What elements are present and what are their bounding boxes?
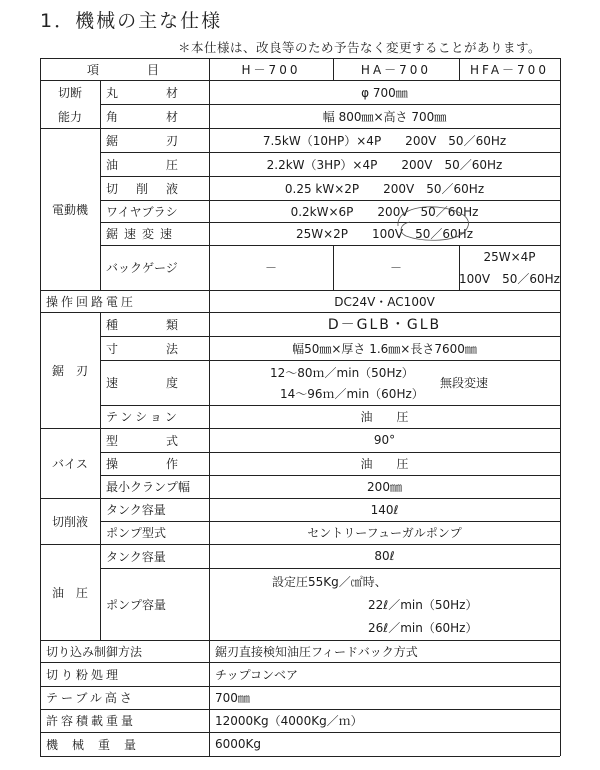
row-value-pump-cap-line3: 26ℓ／min（60Hz） xyxy=(368,620,478,635)
row-value-coolant-tank: 140ℓ xyxy=(370,502,399,517)
row-label-coolant-tank: タンク容量 xyxy=(106,503,166,517)
row-label-hyd-tank: タンク容量 xyxy=(106,549,166,564)
row-label-pump-type: ポンプ型式 xyxy=(106,526,167,540)
row-label-square: 角 材 xyxy=(106,109,182,124)
row-value-saw-blade-motor: 7.5kW（10HP）×4P 200V 50／60Hz xyxy=(262,133,507,148)
row-value-round: φ 700㎜ xyxy=(361,85,408,100)
row-value-back-gauge-hfa700-line1: 25W×4P xyxy=(483,250,536,264)
row-label-speed-change: 鋸速変速 xyxy=(106,227,179,241)
row-label-round: 丸 材 xyxy=(106,85,182,100)
revision-note: ＊本仕様は、改良等のため予告なく変更することがあります。 xyxy=(178,40,542,55)
row-value-pump-cap-line2: 22ℓ／min（50Hz） xyxy=(368,597,478,612)
row-label-pump-cap: ポンプ容量 xyxy=(106,597,167,612)
row-label-wire-brush: ワイヤブラシ xyxy=(106,204,178,219)
row-value-square: 幅 800㎜×高さ 700㎜ xyxy=(322,109,447,124)
row-value-back-gauge-hfa700-line2: 100V 50／60Hz xyxy=(459,271,560,286)
row-value-table-height: 700㎜ xyxy=(215,691,250,705)
row-label-infeed-control: 切り込み制御方法 xyxy=(46,644,143,659)
group-motor: 電動機 xyxy=(51,202,88,217)
row-value-vise-op: 油 圧 xyxy=(360,457,409,471)
row-label-control-voltage: 操作回路電圧 xyxy=(46,294,137,309)
row-label-vise-op: 操 作 xyxy=(106,457,182,471)
group-cutting-capacity-line2: 能力 xyxy=(57,109,82,124)
row-value-machine-weight: 6000Kg xyxy=(215,737,262,751)
row-value-coolant-motor: 0.25 kW×2P 200V 50／60Hz xyxy=(284,181,485,196)
header-model-hfa700: HFA－700 xyxy=(470,62,549,77)
row-value-wire-brush: 0.2kW×6P 200V 50／60Hz xyxy=(290,204,479,219)
title: 1．機械の主な仕様 xyxy=(40,10,223,32)
row-value-speed-change: 25W×2P 100V 50／60Hz xyxy=(295,227,474,241)
row-value-blade-dims: 幅50㎜×厚さ 1.6㎜×長さ7600㎜ xyxy=(292,341,477,356)
row-label-blade-dims: 寸 法 xyxy=(106,341,182,356)
row-value-chip-handling: チップコンベア xyxy=(215,667,299,682)
row-value-pump-cap-line1: 設定圧55Kg／㎠時、 xyxy=(272,574,387,589)
header-model-h700: H－700 xyxy=(241,62,301,77)
row-value-hyd-tank: 80ℓ xyxy=(374,549,395,563)
group-blade: 鋸 刃 xyxy=(51,363,88,378)
row-value-min-clamp: 200㎜ xyxy=(367,480,402,494)
row-label-load-capacity: 許容積載重量 xyxy=(46,714,137,728)
row-label-chip-handling: 切り粉処理 xyxy=(46,667,122,682)
group-hydraulic: 油 圧 xyxy=(51,585,88,600)
row-value-infeed-control: 鋸刃直接検知油圧フィードバック方式 xyxy=(215,644,418,659)
row-value-control-voltage: DC24V・AC100V xyxy=(334,294,435,309)
row-value-vise-type: 90° xyxy=(373,433,396,447)
row-value-load-capacity: 12000Kg（4000Kg／ｍ） xyxy=(215,714,363,728)
row-label-table-height: テーブル高さ xyxy=(46,691,135,705)
row-value-hydraulic-motor: 2.2kW（3HP）×4P 200V 50／60Hz xyxy=(266,157,503,172)
row-label-coolant-motor: 切 削 液 xyxy=(106,181,182,196)
row-value-blade-speed-line2: 14～96ｍ／min（60Hz） xyxy=(280,386,424,401)
row-label-saw-blade-motor: 鋸 刃 xyxy=(106,133,182,148)
group-cutting-capacity-line1: 切断 xyxy=(57,85,82,100)
group-coolant: 切削液 xyxy=(51,514,88,529)
row-label-min-clamp: 最小クランプ幅 xyxy=(106,480,191,494)
row-value-blade-speed-line1: 12～80ｍ／min（50Hz） xyxy=(270,365,414,380)
header-item: 項 目 xyxy=(86,62,162,77)
row-label-machine-weight: 機械重量 xyxy=(46,737,151,752)
header-model-ha700: HA－700 xyxy=(360,62,432,77)
row-label-tension: テンション xyxy=(106,410,180,424)
row-label-blade-speed: 速 度 xyxy=(106,376,182,390)
group-vise: バイス xyxy=(52,456,88,471)
row-label-vise-type: 型 式 xyxy=(106,433,182,448)
row-label-back-gauge: バックゲージ xyxy=(106,261,178,275)
row-value-tension: 油 圧 xyxy=(360,410,409,424)
row-value-back-gauge-ha700: － xyxy=(389,261,402,275)
row-label-blade-type: 種 類 xyxy=(106,317,182,332)
row-value-back-gauge-h700: － xyxy=(264,261,277,275)
row-value-pump-type: セントリーフューガルポンプ xyxy=(307,526,462,540)
row-label-hydraulic-motor: 油 圧 xyxy=(106,157,182,172)
row-value-blade-type: D－GLB・GLB xyxy=(327,317,442,333)
row-value-blade-speed-note: 無段変速 xyxy=(440,376,489,390)
